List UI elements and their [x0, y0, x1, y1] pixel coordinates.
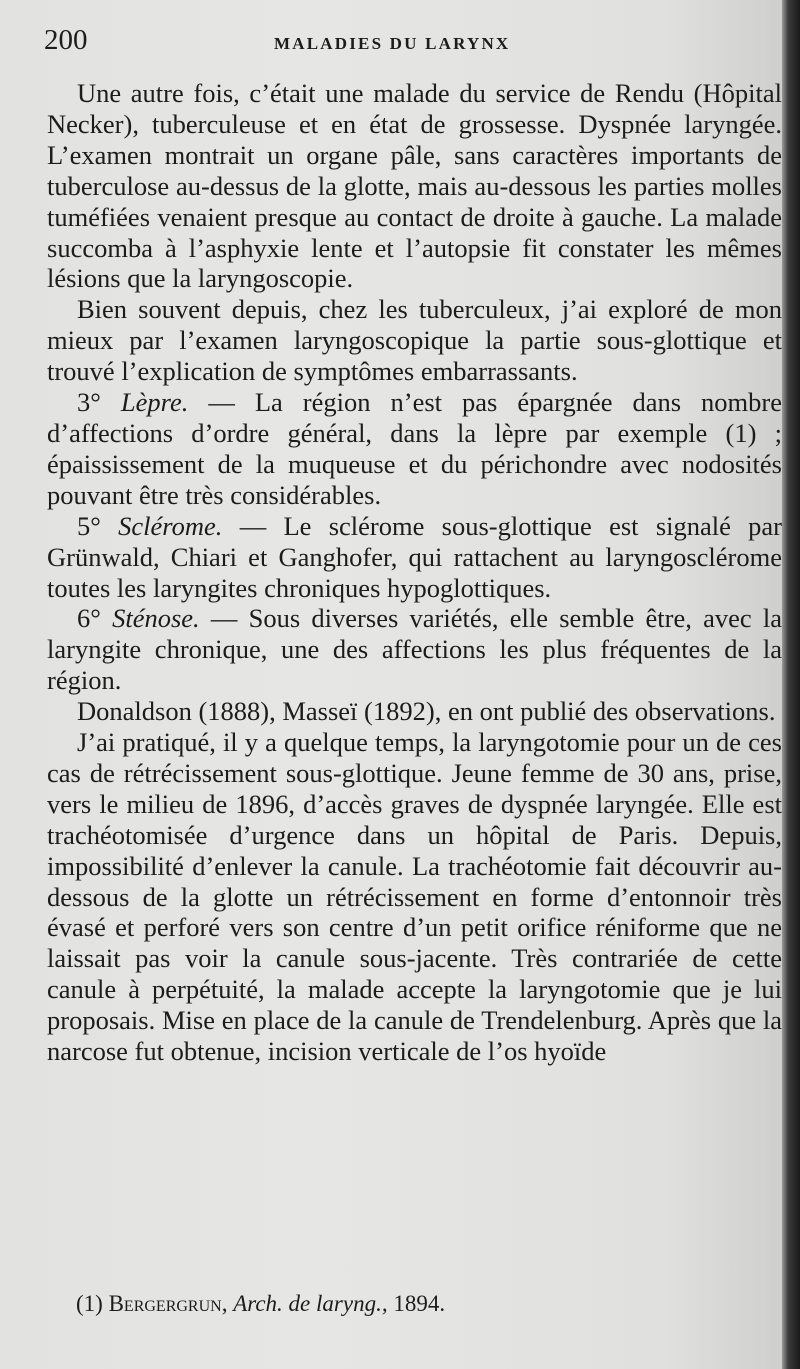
section-sclerome [47, 511, 782, 604]
page-edge-shadow [782, 0, 800, 1369]
section-lepre [47, 387, 782, 511]
body-text [47, 78, 782, 1067]
section-title: Lèpre. [120, 387, 189, 418]
section-stenose [47, 603, 782, 696]
section-text: — Sous diverses variétés, elle semble être, avec la laryngite chronique, une des affections les plus fréquentes de la région. [47, 603, 782, 696]
section-text: — Le sclérome sous-glottique est signalé par Grünwald, Chiari et Ganghofer, qui rattachent au laryngosclérome toutes les laryngites chroniques hypoglottiques. [47, 510, 782, 603]
paragraph-laryngotomie: J’ai pratiqué, il y a quelque temps, la laryngotomie pour un de ces cas de rétrécissement sous-glottique. Jeune femme de 30 ans, prise, vers le milieu de 1896, d’accès graves de dyspnée laryngée. Elle est trachéotomisée d’urgence dans un hôpital de Paris. Depuis, impossibilité d’enlever la canule. La trachéotomie fait découvrir au-dessous de la glotte un rétrécissement en forme d’entonnoir très évasé et perforé vers son centre d’un petit orifice réniforme que ne laissait pas voir la canule sous-jacente. Très contrariée de cette canule à perpétuité, la malade accepte la laryngotomie que je lui proposais. Mise en place de la canule de Trendelenburg. Après que la narcose fut obtenue, incision verticale de l’os hyoïde [47, 727, 782, 1067]
section-number: 5° [77, 510, 101, 541]
paragraph-donaldson: Donaldson (1888), Masseï (1892), en ont publié des observations. [77, 696, 776, 727]
section-number: 6° [77, 603, 101, 634]
page-header [44, 22, 784, 62]
footnote-year: 1894. [393, 1291, 446, 1316]
paragraph-tuberculeux: Bien souvent depuis, chez les tuberculeux, j’ai exploré de mon mieux par l’examen laryngoscopique la partie sous-glottique et trouvé l’explication de symptômes embarrassants. [47, 294, 782, 387]
footnote-author: Bergergrun, [108, 1291, 228, 1316]
footnote-marker: (1) [76, 1291, 103, 1316]
footnote-journal: Arch. de laryng., [233, 1291, 388, 1316]
section-text: — La région n’est pas épargnée dans nombre d’affections d’ordre général, dans la lèpre par exemple (1) ; épaississement de la muqueuse et du périchondre avec nodosités pouvant être très considérables. [47, 387, 783, 510]
footnote [76, 1291, 445, 1317]
section-title: Sténose. [112, 603, 200, 634]
paragraph-rendu-case: Une autre fois, c’était une malade du service de Rendu (Hôpital Necker), tuberculeuse et en état de grossesse. Dyspnée laryngée. L’examen montrait un organe pâle, sans caractères importants de tuberculose au-dessus de la glotte, mais au-dessous les parties molles tuméfiées venaient presque au contact de droite à gauche. La malade succomba à l’asphyxie lente et l’autopsie fit constater les mêmes lésions que la laryngoscopie. [47, 78, 782, 294]
page-number: 200 [44, 24, 88, 56]
section-number: 3° [77, 387, 101, 418]
running-title: MALADIES DU LARYNX [274, 34, 511, 53]
section-title: Sclérome. [118, 510, 223, 541]
